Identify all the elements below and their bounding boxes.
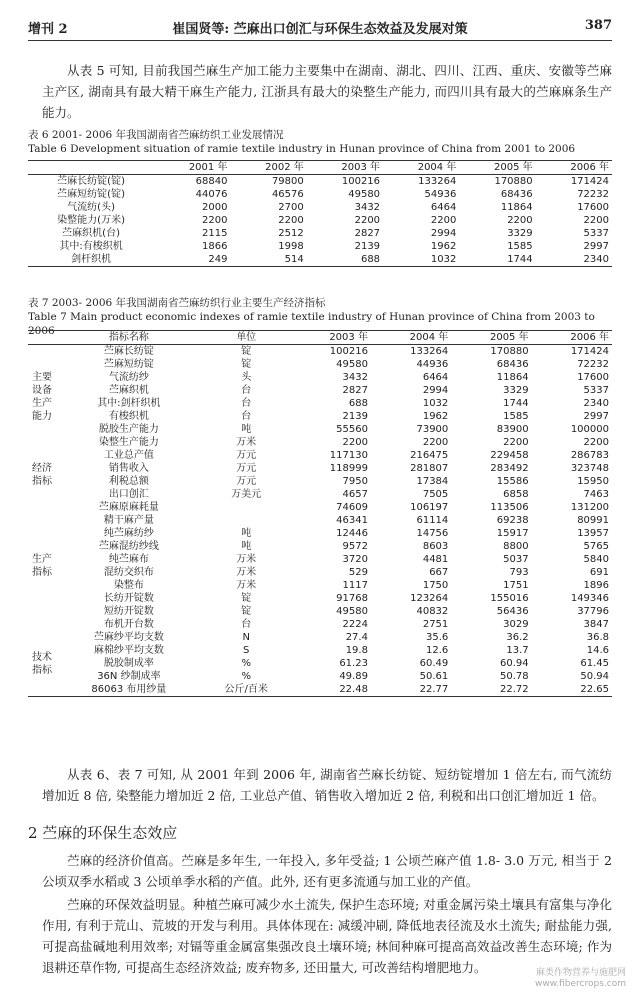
table7-caption-cn: 表 7 2003- 2006 年我国湖南省苎麻纺织行业主要生产经济指标 [28, 297, 326, 309]
table-cell: 2115 [202, 228, 228, 239]
table-cell: 3847 [583, 619, 609, 630]
row-label: 苎麻纱平均支数 [93, 632, 164, 643]
table-row [28, 201, 612, 214]
row-label: 苎麻短纺锭(锭) [57, 189, 125, 200]
table-cell: 22.77 [419, 684, 449, 695]
table-cell: 68840 [195, 176, 228, 187]
table-row [28, 227, 612, 240]
table7 [28, 330, 612, 697]
table-cell: 49580 [336, 359, 368, 370]
table-row [28, 683, 612, 697]
row-label: 苎麻织机(台) [62, 228, 120, 239]
table-row [28, 540, 612, 553]
table-cell: 61.45 [580, 658, 609, 669]
table-cell: 11864 [496, 372, 529, 383]
unit-cell: N [242, 632, 250, 643]
unit-cell: 台 [241, 619, 252, 630]
watermark [535, 968, 626, 990]
table-cell: 1117 [342, 580, 368, 591]
table-cell: 61114 [416, 515, 449, 526]
watermark-line-2: www.fibercrops.com [535, 979, 626, 989]
table-cell: 46576 [271, 189, 304, 200]
table-cell: 17384 [416, 476, 449, 487]
table-row [28, 605, 612, 618]
table-row [28, 358, 612, 371]
table-cell: 49580 [348, 189, 381, 200]
table-cell: 2200 [202, 215, 228, 226]
row-label: 混纺交织布 [103, 567, 154, 578]
row-label: 脱胶制成率 [103, 658, 154, 669]
column-header: 2001 年 [188, 162, 228, 173]
table-cell: 2994 [422, 385, 449, 396]
row-label: 销售收入 [108, 463, 149, 474]
row-label: 工业总产值 [103, 450, 154, 461]
unit-cell: S [243, 645, 250, 656]
table-cell: 2139 [342, 411, 368, 422]
unit-cell: 万元 [236, 450, 257, 461]
row-label: 36N 纱制成率 [97, 671, 161, 682]
table-cell: 27.4 [345, 632, 368, 643]
table-cell: 2000 [202, 202, 228, 213]
table-cell: 170880 [494, 176, 533, 187]
table-row [28, 188, 612, 201]
table-cell: 44076 [195, 189, 228, 200]
table-cell: 1750 [422, 580, 449, 591]
table-cell: 6464 [430, 202, 457, 213]
unit-cell: 锭 [241, 593, 252, 604]
section-heading: 2 苎麻的环保生态效应 [28, 824, 178, 842]
column-header: 2006 年 [570, 162, 609, 173]
table-cell: 2700 [278, 202, 304, 213]
table-cell: 17600 [577, 372, 609, 383]
row-label: 其中:有梭织机 [59, 241, 123, 252]
table-cell: 5337 [583, 385, 609, 396]
row-label: 纯苎麻纺纱 [103, 528, 154, 539]
row-label: 气流纺(头) [67, 202, 115, 213]
analysis-paragraph: 从表 6、表 7 可知, 从 2001 年到 2006 年, 湖南省苎麻长纺锭、短纺锭增加 1 倍左右, 而气流纺增加近 8 倍, 染整能力增加近 2 倍, 工业总产值、销售收入增加近 2 倍, 利税和出口创汇增加近 1 倍。 [42, 767, 612, 803]
table-cell: 7463 [583, 489, 609, 500]
table-cell: 2200 [422, 437, 449, 448]
table-cell: 2997 [583, 411, 609, 422]
table-row [28, 501, 612, 514]
table-cell: 281807 [410, 463, 449, 474]
table-cell: 4481 [422, 554, 449, 565]
column-header [28, 161, 154, 175]
table-cell: 44936 [416, 359, 449, 370]
table-cell: 54936 [424, 189, 457, 200]
table-cell: 149346 [570, 593, 609, 604]
row-label: 剑杆织机 [71, 254, 112, 265]
table-cell: 118999 [329, 463, 368, 474]
table-row [28, 436, 612, 449]
unit-cell: 万米 [236, 554, 257, 565]
page-number: 387 [584, 18, 612, 33]
table-cell: 73900 [416, 424, 449, 435]
table-cell: 8603 [422, 541, 449, 552]
table-cell: 6858 [503, 489, 529, 500]
table-cell: 17600 [577, 202, 609, 213]
table-row [28, 214, 612, 227]
column-header: 2004 年 [409, 332, 449, 343]
table-cell: 793 [509, 567, 529, 578]
row-label: 苎麻长纺锭 [103, 346, 154, 357]
table-cell: 6464 [422, 372, 449, 383]
unit-cell: 公斤/百米 [224, 684, 268, 695]
table-cell: 49.89 [339, 671, 368, 682]
table-cell: 12.6 [426, 645, 449, 656]
table-cell: 13.7 [506, 645, 529, 656]
column-header: 2004 年 [417, 162, 457, 173]
row-label: 染整布 [113, 580, 144, 591]
row-label: 有梭织机 [108, 411, 149, 422]
table-row [28, 579, 612, 592]
table-row [28, 670, 612, 683]
table-cell: 60.49 [419, 658, 449, 669]
unit-cell: 台 [241, 411, 252, 422]
table-row [28, 592, 612, 605]
table-row [28, 488, 612, 501]
unit-cell: 锭 [241, 606, 252, 617]
table-cell: 72232 [577, 359, 609, 370]
row-label: 苎麻短纺锭 [103, 359, 154, 370]
table-cell: 14.6 [586, 645, 609, 656]
table-cell: 79800 [271, 176, 304, 187]
table6-caption [28, 128, 612, 156]
table-row [28, 514, 612, 527]
column-header: 2006 年 [570, 332, 609, 343]
table-cell: 56436 [496, 606, 529, 617]
journal-issue: 增刊 2 [28, 22, 68, 37]
row-label: 麻棉纱平均支数 [93, 645, 164, 656]
row-group-label: 主要设备生产能力 [32, 372, 52, 422]
table-cell: 688 [348, 398, 368, 409]
table-row [28, 657, 612, 670]
table-cell: 2994 [430, 228, 457, 239]
table-cell: 2340 [583, 254, 609, 265]
table-cell: 2200 [583, 437, 609, 448]
table-cell: 1585 [507, 241, 533, 252]
row-label: 长纺开锭数 [103, 593, 154, 604]
table-cell: 3329 [507, 228, 533, 239]
table-cell: 286783 [570, 450, 609, 461]
table-cell: 9572 [342, 541, 368, 552]
row-label: 出口创汇 [108, 489, 149, 500]
table-cell: 171424 [570, 176, 609, 187]
table-cell: 1998 [278, 241, 304, 252]
table-cell: 100216 [329, 346, 368, 357]
table-cell: 50.61 [419, 671, 449, 682]
table-row [28, 553, 612, 566]
table-cell: 323748 [570, 463, 609, 474]
table-cell: 55560 [336, 424, 368, 435]
table6-caption-cn: 表 6 2001- 2006 年我国湖南省苎麻纺织工业发展情况 [28, 129, 284, 141]
row-label: 气流纺纱 [108, 372, 149, 383]
unit-cell: 锭 [241, 359, 252, 370]
row-label: 86063 布用纱量 [91, 684, 167, 695]
table-row [28, 566, 612, 579]
table-cell: 113506 [490, 502, 529, 513]
table-cell: 14756 [416, 528, 449, 539]
table-cell: 2200 [583, 215, 609, 226]
table-cell: 100216 [341, 176, 381, 187]
table-cell: 2224 [342, 619, 368, 630]
table-row [28, 644, 612, 657]
table-cell: 2827 [354, 228, 381, 239]
row-label: 苎麻织机 [108, 385, 149, 396]
table-cell: 3432 [342, 372, 368, 383]
unit-cell: 万元 [236, 476, 257, 487]
table-cell: 5337 [583, 228, 609, 239]
table-cell: 4657 [342, 489, 368, 500]
table-row [28, 240, 612, 253]
table-cell: 7950 [342, 476, 368, 487]
row-group-label: 经济指标 [32, 463, 52, 487]
table-cell: 170880 [490, 346, 529, 357]
row-group-label: 生产指标 [32, 554, 52, 578]
table-cell: 2751 [422, 619, 449, 630]
table-cell: 1585 [503, 411, 529, 422]
table-cell: 688 [360, 254, 381, 265]
table-cell: 1032 [430, 254, 457, 265]
table-cell: 74609 [336, 502, 368, 513]
table-cell: 1744 [507, 254, 533, 265]
row-label: 苎麻原麻耗量 [98, 502, 159, 513]
table-cell: 155016 [490, 593, 529, 604]
row-label: 苎麻长纺锭(锭) [57, 176, 125, 187]
table-row [28, 371, 612, 384]
table-cell: 68436 [496, 359, 529, 370]
table-cell: 1896 [583, 580, 609, 591]
table-cell: 283492 [490, 463, 529, 474]
row-label: 染整能力(万米) [57, 215, 125, 226]
unit-cell [202, 501, 291, 514]
page-header [28, 16, 612, 41]
row-label: 精干麻产量 [103, 515, 154, 526]
table-cell: 117130 [329, 450, 368, 461]
table-cell: 667 [429, 567, 449, 578]
column-header: 2002 年 [265, 162, 304, 173]
row-group-label: 技术指标 [32, 651, 52, 676]
table-cell: 15917 [496, 528, 529, 539]
table-row [28, 631, 612, 644]
running-title: 崔国贤等: 苎麻出口创汇与环保生态效益及发展对策 [172, 22, 468, 37]
table6-caption-en: Table 6 Development situation of ramie textile industry in Hunan province of China from 2001 to 2006 [28, 143, 576, 155]
column-header: 指标名称 [108, 332, 149, 343]
column-header: 2003 年 [329, 332, 368, 343]
table-cell: 2200 [354, 215, 381, 226]
table-cell: 133264 [410, 346, 449, 357]
table-cell: 1866 [202, 241, 228, 252]
table-cell: 91768 [336, 593, 368, 604]
table-cell: 12446 [336, 528, 368, 539]
column-header: 2005 年 [494, 162, 533, 173]
table-cell: 60.94 [499, 658, 529, 669]
table-cell: 514 [284, 254, 304, 265]
unit-cell: 锭 [241, 346, 252, 357]
row-label: 利税总额 [108, 476, 149, 487]
table-cell: 15950 [577, 476, 609, 487]
unit-cell: 吨 [241, 424, 252, 435]
table-cell: 50.94 [580, 671, 609, 682]
table-cell: 1962 [422, 411, 449, 422]
table-cell: 2200 [503, 437, 529, 448]
table-cell: 1032 [422, 398, 449, 409]
table7-caption-en: Table 7 Main product economic indexes of ramie textile industry of Hunan province of China from 2003 to 2006 [28, 311, 595, 337]
table-cell: 2827 [342, 385, 368, 396]
table-row [28, 384, 612, 397]
table-cell: 22.72 [499, 684, 529, 695]
table-row [28, 527, 612, 540]
table-cell: 83900 [496, 424, 529, 435]
table-cell: 36.2 [506, 632, 529, 643]
unit-cell: % [241, 671, 251, 682]
table-row [28, 253, 612, 267]
table-cell: 131200 [570, 502, 609, 513]
table-cell: 123264 [410, 593, 449, 604]
table-cell: 249 [208, 254, 228, 265]
table-cell: 529 [348, 567, 368, 578]
table-cell: 1962 [430, 241, 457, 252]
table6 [28, 160, 612, 267]
table-cell: 8800 [503, 541, 529, 552]
table-cell: 80991 [577, 515, 609, 526]
unit-cell: 台 [241, 385, 252, 396]
table-row [28, 175, 612, 189]
row-label: 纯苎麻布 [108, 554, 149, 565]
table-cell: 11864 [500, 202, 533, 213]
table-cell: 3720 [342, 554, 368, 565]
table-cell: 5840 [583, 554, 609, 565]
table-cell: 2340 [583, 398, 609, 409]
table-cell: 100000 [570, 424, 609, 435]
unit-cell: % [241, 658, 251, 669]
unit-cell: 万米 [236, 437, 257, 448]
environmental-benefit-paragraph: 苎麻的环保效益明显。种植苎麻可减少水土流失, 保护生态环境; 对重金属污染土壤具有富集与净化作用, 有利于荒山、荒坡的开发与利用。具体体现在: 减缓冲刷, 降低地表径流及水土流失; 耐盐能力强, 可提高盐碱地利用效率; 对镉等重金属富集强改良土壤环境; 林间种麻可提高高效益改善生态环境; 作为退耕还草作物, 可提高生态经济效益; 废弃物多, 还田量大, 可改善结构增肥地力。 [42, 897, 612, 975]
table-cell: 171424 [570, 346, 609, 357]
unit-cell: 万米 [236, 567, 257, 578]
row-label: 布机开台数 [103, 619, 154, 630]
row-label: 苎麻混纺纱线 [98, 541, 159, 552]
unit-cell: 万元 [236, 463, 257, 474]
table-row [28, 462, 612, 475]
row-label: 短纺开锭数 [103, 606, 154, 617]
row-label: 染整生产能力 [98, 437, 159, 448]
table-cell: 2512 [278, 228, 304, 239]
table-cell: 49580 [336, 606, 368, 617]
unit-cell: 台 [241, 398, 252, 409]
table-cell: 133264 [418, 176, 457, 187]
table-cell: 5037 [503, 554, 529, 565]
table-cell: 691 [589, 567, 609, 578]
table-cell: 2200 [507, 215, 533, 226]
unit-cell: 吨 [241, 541, 252, 552]
row-label: 脱胶生产能力 [98, 424, 159, 435]
column-header: 单位 [236, 332, 257, 343]
table-cell: 15586 [496, 476, 529, 487]
table-cell: 72232 [577, 189, 609, 200]
table-cell: 61.23 [339, 658, 368, 669]
unit-cell: 头 [241, 372, 252, 383]
table-cell: 46341 [336, 515, 368, 526]
row-label: 其中:剑杆织机 [97, 398, 161, 409]
table-cell: 40832 [416, 606, 449, 617]
unit-cell: 万美元 [231, 489, 262, 500]
table-cell: 36.8 [586, 632, 609, 643]
table-row [28, 410, 612, 423]
table-row [28, 423, 612, 436]
table-cell: 229458 [490, 450, 529, 461]
unit-cell: 万米 [236, 580, 257, 591]
table-cell: 2139 [354, 241, 381, 252]
economic-value-paragraph: 苎麻的经济价值高。苎麻是多年生, 一年投入, 多年受益; 1 公顷苎麻产值 1.8- 3.0 万元, 相当于 2 公顷双季水稻或 3 公顷单季水稻的产值。此外, 还有更多流通与加工业的产值。 [42, 853, 612, 889]
table-cell: 1751 [503, 580, 529, 591]
table-row [28, 475, 612, 488]
unit-cell [202, 514, 291, 527]
table-cell: 7505 [422, 489, 449, 500]
table-cell: 3329 [503, 385, 529, 396]
table-cell: 68436 [500, 189, 533, 200]
unit-cell: 吨 [241, 528, 252, 539]
table-cell: 3029 [503, 619, 529, 630]
table-cell: 5765 [583, 541, 609, 552]
table-cell: 2997 [583, 241, 609, 252]
table-cell: 2200 [430, 215, 457, 226]
table-cell: 2200 [342, 437, 368, 448]
table-cell: 37796 [577, 606, 609, 617]
table-cell: 22.48 [339, 684, 368, 695]
table-cell: 216475 [410, 450, 449, 461]
table-cell: 19.8 [345, 645, 368, 656]
table-cell: 22.65 [580, 684, 609, 695]
table-cell: 13957 [577, 528, 609, 539]
table-row [28, 397, 612, 410]
intro-paragraph: 从表 5 可知, 目前我国苎麻生产加工能力主要集中在湖南、湖北、四川、江西、重庆、安徽等苎麻主产区, 湖南具有最大精干麻生产能力, 江浙具有最大的染整生产能力, 而四川具有最大的苎麻麻条生产能力。 [42, 63, 612, 120]
table-cell: 3432 [354, 202, 381, 213]
column-header: 2005 年 [489, 332, 529, 343]
category-header [28, 331, 56, 345]
column-header: 2003 年 [341, 162, 381, 173]
table-cell: 106197 [410, 502, 449, 513]
table-cell: 35.6 [426, 632, 449, 643]
table-row [28, 618, 612, 631]
table-cell: 2200 [278, 215, 304, 226]
table-cell: 50.78 [499, 671, 529, 682]
table-cell: 1744 [503, 398, 529, 409]
table-row [28, 345, 612, 359]
table-row [28, 449, 612, 462]
table-cell: 69238 [496, 515, 529, 526]
watermark-line-1: 麻类作物营养与施肥网 [535, 968, 626, 978]
